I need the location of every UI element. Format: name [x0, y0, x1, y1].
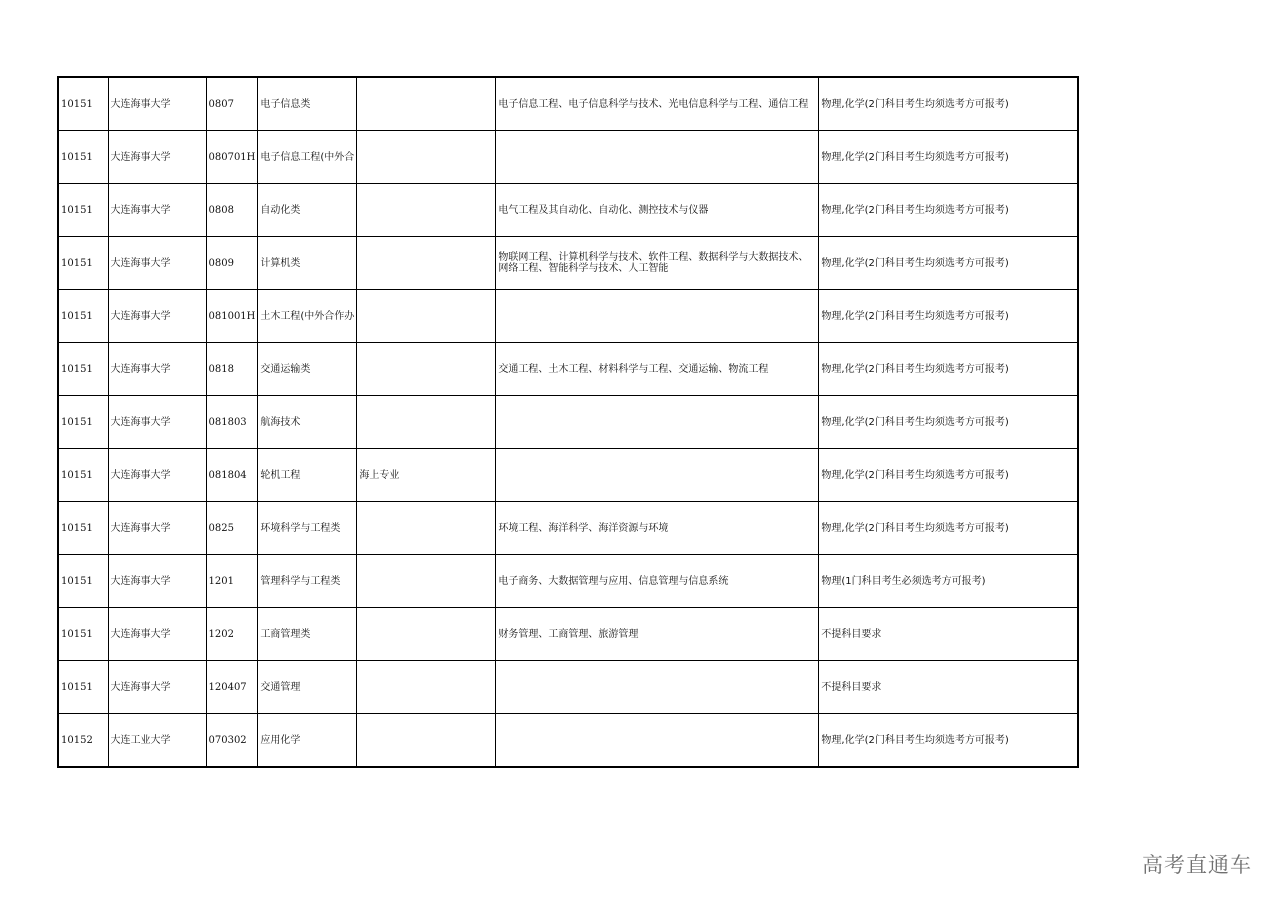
- included-majors-cell: 财务管理、工商管理、旅游管理: [496, 608, 819, 661]
- school-name-cell: 大连海事大学: [108, 555, 206, 608]
- note-cell: [357, 608, 496, 661]
- school-name-cell: 大连海事大学: [108, 131, 206, 184]
- major-name-cell: 环境科学与工程类: [258, 502, 357, 555]
- school-name-cell: 大连工业大学: [108, 714, 206, 768]
- note-cell: [357, 237, 496, 290]
- requirements-table: [57, 76, 1079, 768]
- note-cell: [357, 714, 496, 768]
- major-code-cell: 0808: [206, 184, 258, 237]
- major-name-cell: 自动化类: [258, 184, 357, 237]
- major-code-cell: 1202: [206, 608, 258, 661]
- table-row: [58, 131, 1078, 184]
- major-code-cell: 0825: [206, 502, 258, 555]
- school-name-cell: 大连海事大学: [108, 77, 206, 131]
- school-code-cell: 10151: [58, 608, 108, 661]
- school-code-cell: 10151: [58, 661, 108, 714]
- major-code-cell: 0807: [206, 77, 258, 131]
- included-majors-cell: 电子商务、大数据管理与应用、信息管理与信息系统: [496, 555, 819, 608]
- major-name-cell: 工商管理类: [258, 608, 357, 661]
- note-cell: [357, 77, 496, 131]
- major-name-cell: 电子信息类: [258, 77, 357, 131]
- note-cell: [357, 502, 496, 555]
- school-code-cell: 10151: [58, 555, 108, 608]
- subject-requirement-cell: 物理,化学(2门科目考生均须选考方可报考): [819, 449, 1078, 502]
- included-majors-cell: [496, 714, 819, 768]
- table-row: [58, 290, 1078, 343]
- included-majors-cell: [496, 131, 819, 184]
- school-code-cell: 10151: [58, 131, 108, 184]
- table-body: [58, 77, 1078, 767]
- major-code-cell: 0818: [206, 343, 258, 396]
- table-row: [58, 449, 1078, 502]
- included-majors-cell: 环境工程、海洋科学、海洋资源与环境: [496, 502, 819, 555]
- subject-requirement-cell: 物理,化学(2门科目考生均须选考方可报考): [819, 502, 1078, 555]
- school-name-cell: 大连海事大学: [108, 343, 206, 396]
- major-code-cell: 120407: [206, 661, 258, 714]
- school-name-cell: 大连海事大学: [108, 290, 206, 343]
- school-name-cell: 大连海事大学: [108, 449, 206, 502]
- major-name-cell: 交通管理: [258, 661, 357, 714]
- table-row: [58, 343, 1078, 396]
- school-code-cell: 10151: [58, 396, 108, 449]
- included-majors-cell: [496, 449, 819, 502]
- school-code-cell: 10151: [58, 290, 108, 343]
- subject-requirement-cell: 物理(1门科目考生必须选考方可报考): [819, 555, 1078, 608]
- subject-requirement-cell: 物理,化学(2门科目考生均须选考方可报考): [819, 290, 1078, 343]
- included-majors-cell: 物联网工程、计算机科学与技术、软件工程、数据科学与大数据技术、网络工程、智能科学与技术、人工智能: [496, 237, 819, 290]
- major-name-cell: 计算机类: [258, 237, 357, 290]
- major-name-cell: 轮机工程: [258, 449, 357, 502]
- major-code-cell: 081804: [206, 449, 258, 502]
- note-cell: [357, 184, 496, 237]
- table-row: [58, 77, 1078, 131]
- major-code-cell: 081001H: [206, 290, 258, 343]
- major-name-cell: 交通运输类: [258, 343, 357, 396]
- note-cell: 海上专业: [357, 449, 496, 502]
- school-name-cell: 大连海事大学: [108, 661, 206, 714]
- subject-requirement-cell: 不提科目要求: [819, 661, 1078, 714]
- school-name-cell: 大连海事大学: [108, 237, 206, 290]
- note-cell: [357, 290, 496, 343]
- included-majors-cell: 电子信息工程、电子信息科学与技术、光电信息科学与工程、通信工程: [496, 77, 819, 131]
- note-cell: [357, 661, 496, 714]
- subject-requirement-cell: 物理,化学(2门科目考生均须选考方可报考): [819, 131, 1078, 184]
- school-name-cell: 大连海事大学: [108, 184, 206, 237]
- school-code-cell: 10151: [58, 184, 108, 237]
- table-row: [58, 502, 1078, 555]
- table-row: [58, 608, 1078, 661]
- school-code-cell: 10152: [58, 714, 108, 768]
- note-cell: [357, 555, 496, 608]
- major-code-cell: 080701H: [206, 131, 258, 184]
- major-code-cell: 0809: [206, 237, 258, 290]
- school-name-cell: 大连海事大学: [108, 396, 206, 449]
- school-code-cell: 10151: [58, 449, 108, 502]
- subject-requirement-cell: 物理,化学(2门科目考生均须选考方可报考): [819, 396, 1078, 449]
- note-cell: [357, 396, 496, 449]
- subject-requirement-cell: 物理,化学(2门科目考生均须选考方可报考): [819, 184, 1078, 237]
- school-code-cell: 10151: [58, 77, 108, 131]
- subject-requirement-cell: 物理,化学(2门科目考生均须选考方可报考): [819, 77, 1078, 131]
- table-row: [58, 184, 1078, 237]
- note-cell: [357, 131, 496, 184]
- major-name-cell: 航海技术: [258, 396, 357, 449]
- table-row: [58, 396, 1078, 449]
- table-row: [58, 555, 1078, 608]
- table-row: [58, 714, 1078, 768]
- subject-requirement-cell: 物理,化学(2门科目考生均须选考方可报考): [819, 343, 1078, 396]
- note-cell: [357, 343, 496, 396]
- major-name-cell: 土木工程(中外合作办: [258, 290, 357, 343]
- school-code-cell: 10151: [58, 237, 108, 290]
- school-name-cell: 大连海事大学: [108, 608, 206, 661]
- subject-requirement-cell: 不提科目要求: [819, 608, 1078, 661]
- school-code-cell: 10151: [58, 502, 108, 555]
- table-row: [58, 237, 1078, 290]
- school-name-cell: 大连海事大学: [108, 502, 206, 555]
- major-code-cell: 1201: [206, 555, 258, 608]
- watermark-text: 高考直通车: [1142, 853, 1252, 877]
- major-name-cell: 应用化学: [258, 714, 357, 768]
- major-code-cell: 070302: [206, 714, 258, 768]
- included-majors-cell: [496, 396, 819, 449]
- table-row: [58, 661, 1078, 714]
- subject-requirement-cell: 物理,化学(2门科目考生均须选考方可报考): [819, 714, 1078, 768]
- major-name-cell: 管理科学与工程类: [258, 555, 357, 608]
- school-code-cell: 10151: [58, 343, 108, 396]
- included-majors-cell: 电气工程及其自动化、自动化、测控技术与仪器: [496, 184, 819, 237]
- major-name-cell: 电子信息工程(中外合: [258, 131, 357, 184]
- major-code-cell: 081803: [206, 396, 258, 449]
- subject-requirement-cell: 物理,化学(2门科目考生均须选考方可报考): [819, 237, 1078, 290]
- included-majors-cell: [496, 661, 819, 714]
- included-majors-cell: 交通工程、土木工程、材料科学与工程、交通运输、物流工程: [496, 343, 819, 396]
- included-majors-cell: [496, 290, 819, 343]
